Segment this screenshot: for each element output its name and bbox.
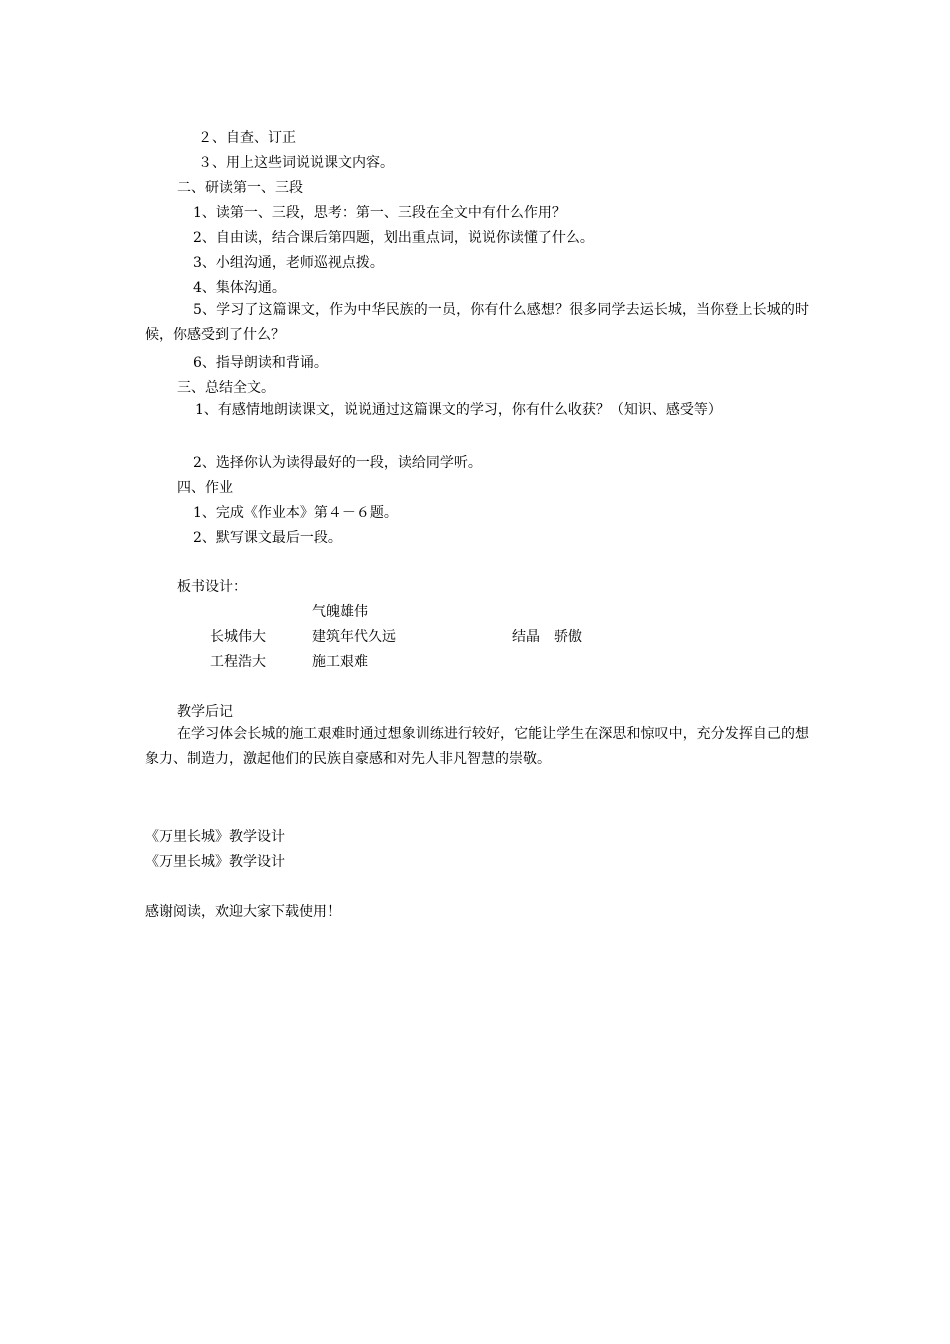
- board-mid-2: 施工艰难: [312, 654, 368, 670]
- section2-item-5: 5、学习了这篇课文，作为中华民族的一员，你有什么感想？很多同学去运长城，当你登上长城的时候，你感受到了什么？: [145, 302, 809, 343]
- section3-heading: 三、总结全文。: [177, 380, 275, 396]
- footer-title-1: 《万里长城》教学设计: [145, 829, 285, 845]
- section4-item-2: 2、默写课文最后一段。: [193, 530, 342, 546]
- postscript-body: 在学习体会长城的施工艰难时通过想象训练进行较好，它能让学生在深思和惊叹中，充分发挥自己的想象力、制造力，激起他们的民族自豪感和对先人非凡智慧的崇敬。: [145, 726, 809, 767]
- step-self-check: ２、自查、订正: [198, 130, 296, 146]
- section4-item-1: 1、完成《作业本》第４－６题。: [193, 505, 398, 521]
- section2-item-4: 4、集体沟通。: [193, 280, 286, 296]
- section2-heading: 二、研读第一、三段: [177, 180, 303, 196]
- section2-item-3: 3、小组沟通，老师巡视点拨。: [193, 255, 384, 271]
- footer-thanks: 感谢阅读，欢迎大家下载使用！: [145, 904, 341, 920]
- footer-title-2: 《万里长城》教学设计: [145, 854, 285, 870]
- board-top: 气魄雄伟: [312, 604, 368, 620]
- board-left-2: 工程浩大: [210, 654, 266, 670]
- board-mid-1: 建筑年代久远: [312, 629, 396, 645]
- section3-item-1: 1、有感情地朗读课文，说说通过这篇课文的学习，你有什么收获？（知识、感受等）: [195, 402, 722, 418]
- section2-item-2: 2、自由读，结合课后第四题，划出重点词，说说你读懂了什么。: [193, 230, 594, 246]
- step-use-words: ３、用上这些词说说课文内容。: [198, 155, 394, 171]
- board-left-1: 长城伟大: [210, 629, 266, 645]
- section3-item-2: 2、选择你认为读得最好的一段，读给同学听。: [193, 455, 482, 471]
- board-right-1: 结晶 骄傲: [512, 629, 582, 645]
- section2-item-1: 1、读第一、三段，思考：第一、三段在全文中有什么作用？: [193, 205, 566, 221]
- board-title: 板书设计：: [177, 579, 247, 595]
- postscript-title: 教学后记: [177, 704, 233, 720]
- section2-item-6: 6、指导朗读和背诵。: [193, 355, 328, 371]
- section4-heading: 四、作业: [177, 480, 233, 496]
